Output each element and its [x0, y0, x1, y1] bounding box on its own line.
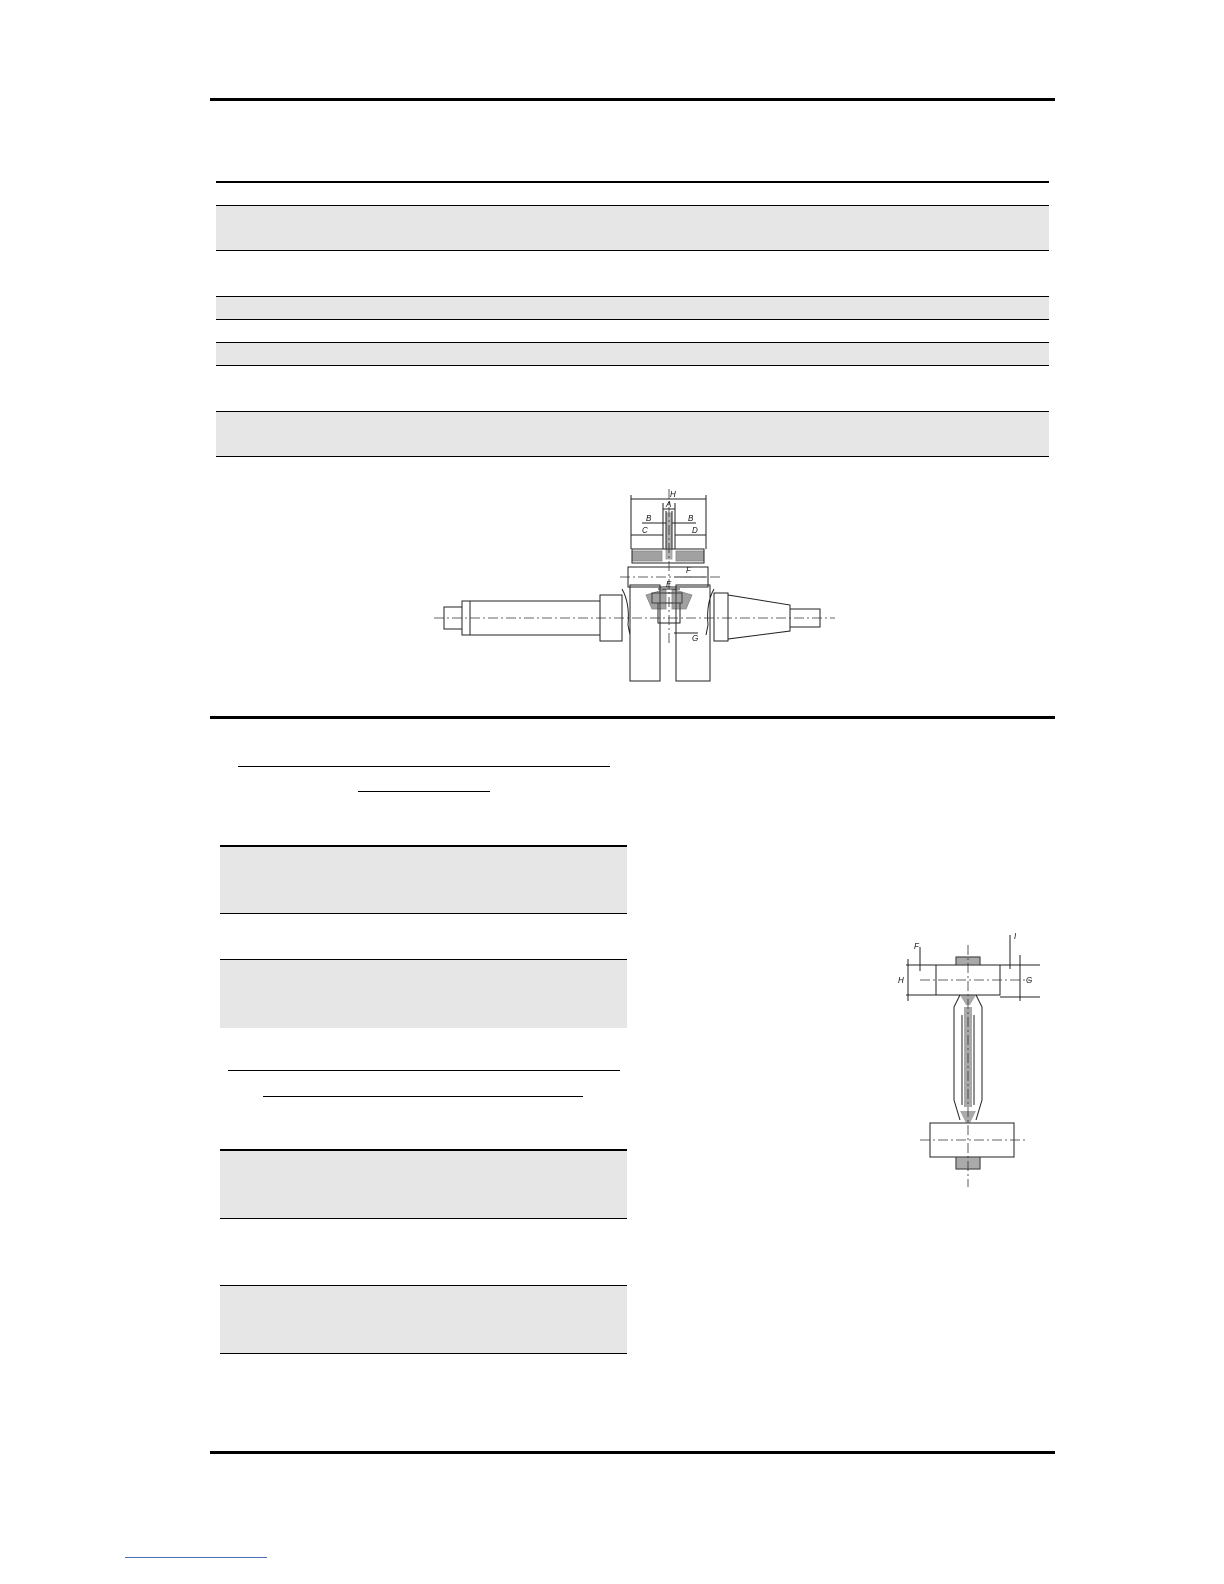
table-row	[220, 1286, 627, 1353]
dim-label-d: D	[692, 526, 698, 535]
table-row-border	[216, 365, 1049, 366]
footer-rule	[210, 1451, 1055, 1454]
crankshaft-drawing	[430, 485, 840, 685]
dim-label-e: E	[666, 580, 672, 589]
dim-label-f: F	[686, 566, 691, 575]
heading-underline	[228, 1070, 620, 1071]
table-row-border	[216, 296, 1049, 297]
dim-label-a: A	[666, 500, 672, 509]
heading-underline	[238, 766, 610, 767]
table-top-border	[216, 181, 1049, 183]
dim-label-h: H	[898, 976, 904, 985]
dim-label-g: G	[692, 634, 699, 643]
section-rule	[210, 716, 1055, 719]
dim-label-g: G	[1026, 976, 1033, 985]
table-row	[220, 960, 627, 1028]
table-row-border	[216, 250, 1049, 251]
connecting-rod-drawing	[890, 925, 1050, 1190]
table-row-border	[220, 913, 627, 914]
table-row-border	[216, 205, 1049, 206]
table-row	[220, 1151, 627, 1218]
dim-label-b-left: B	[646, 514, 652, 523]
table-row	[216, 412, 1049, 456]
table-row-border	[220, 1218, 627, 1219]
dim-label-i: I	[1014, 932, 1017, 941]
heading-underline	[358, 791, 490, 792]
header-rule	[210, 98, 1055, 101]
table-row	[216, 206, 1049, 250]
table-row	[216, 343, 1049, 365]
heading-underline	[263, 1096, 583, 1097]
table-row	[220, 847, 627, 913]
table-bottom-border	[216, 456, 1049, 457]
table-row-border	[216, 319, 1049, 320]
table-row	[216, 297, 1049, 319]
table-row-border	[216, 342, 1049, 343]
dim-label-b-right: B	[688, 514, 694, 523]
table-row-border	[216, 411, 1049, 412]
dim-label-h: H	[670, 490, 676, 499]
dim-label-c: C	[642, 526, 648, 535]
footnote-link-underline[interactable]	[125, 1557, 267, 1558]
table-bottom-border	[220, 1353, 627, 1354]
dim-label-f: F	[914, 942, 919, 951]
